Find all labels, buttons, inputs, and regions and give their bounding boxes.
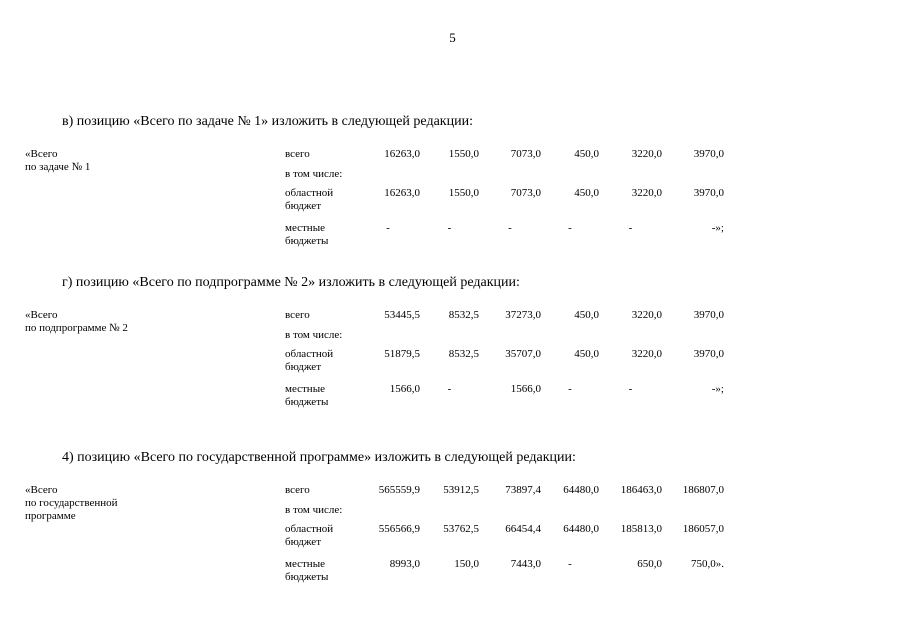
table-cell: 53445,5 bbox=[384, 309, 420, 321]
table-cell: - bbox=[508, 222, 512, 234]
table-position-label: «Всего по подпрограмме № 2 bbox=[25, 309, 128, 334]
table-cell: 8993,0 bbox=[389, 558, 420, 570]
table-cell: 37273,0 bbox=[505, 309, 541, 321]
table-cell: 8532,5 bbox=[448, 309, 479, 321]
row-label: в том числе: bbox=[285, 504, 343, 516]
table-cell: 3220,0 bbox=[631, 348, 662, 360]
row-label: областной бюджет bbox=[285, 523, 334, 548]
row-label: областной бюджет bbox=[285, 187, 334, 212]
table-cell: 7073,0 bbox=[510, 187, 541, 199]
table-cell: 3970,0 bbox=[693, 309, 724, 321]
table-cell: 3970,0 bbox=[693, 148, 724, 160]
table-cell: 450,0 bbox=[574, 187, 599, 199]
table-cell: - bbox=[447, 222, 452, 234]
table-cell: - bbox=[568, 222, 572, 234]
table-position-label: «Всего по государственной программе bbox=[25, 484, 118, 522]
table-row bbox=[0, 383, 905, 411]
table-cell: 64480,0 bbox=[563, 484, 599, 496]
table-cell: 3220,0 bbox=[631, 187, 662, 199]
table-cell: 450,0 bbox=[574, 148, 599, 160]
table-row bbox=[0, 558, 905, 586]
table-cell: - bbox=[628, 383, 633, 395]
table-cell: - bbox=[568, 558, 572, 570]
table-cell: 73897,4 bbox=[505, 484, 541, 496]
row-label: в том числе: bbox=[285, 329, 343, 341]
table-cell: -»; bbox=[711, 222, 724, 234]
table-cell: 53912,5 bbox=[443, 484, 479, 496]
section-heading: г) позицию «Всего по подпрограмме № 2» изложить в следующей редакции: bbox=[62, 275, 520, 290]
table-row bbox=[0, 222, 905, 250]
table-cell: 51879,5 bbox=[384, 348, 420, 360]
section-heading: 4) позицию «Всего по государственной программе» изложить в следующей редакции: bbox=[62, 450, 576, 465]
row-label: местные бюджеты bbox=[285, 558, 329, 583]
table-cell: 7443,0 bbox=[510, 558, 541, 570]
table-cell: 186463,0 bbox=[620, 484, 662, 496]
row-label: областной бюджет bbox=[285, 348, 334, 373]
table-cell: 35707,0 bbox=[505, 348, 541, 360]
row-label: местные бюджеты bbox=[285, 383, 329, 408]
table-cell: 556566,9 bbox=[378, 523, 420, 535]
table-cell: 186057,0 bbox=[682, 523, 724, 535]
table-cell: 16263,0 bbox=[384, 148, 420, 160]
table-cell: 150,0 bbox=[454, 558, 479, 570]
row-label: всего bbox=[285, 148, 310, 160]
table-cell: 1550,0 bbox=[448, 148, 479, 160]
row-label: всего bbox=[285, 484, 310, 496]
table-cell: 185813,0 bbox=[620, 523, 662, 535]
table-cell: 650,0 bbox=[637, 558, 662, 570]
table-cell: - bbox=[568, 383, 572, 395]
table-cell: 8532,5 bbox=[448, 348, 479, 360]
table-cell: 3970,0 bbox=[693, 348, 724, 360]
table-cell: 66454,4 bbox=[505, 523, 541, 535]
row-label: в том числе: bbox=[285, 168, 343, 180]
row-label: всего bbox=[285, 309, 310, 321]
section-heading: в) позицию «Всего по задаче № 1» изложить в следующей редакции: bbox=[62, 114, 473, 129]
table-cell: 750,0». bbox=[691, 558, 724, 570]
table-cell: 3220,0 bbox=[631, 148, 662, 160]
table-cell: 1550,0 bbox=[448, 187, 479, 199]
table-cell: 16263,0 bbox=[384, 187, 420, 199]
table-cell: - bbox=[386, 222, 390, 234]
table-cell: 186807,0 bbox=[682, 484, 724, 496]
table-cell: 1566,0 bbox=[510, 383, 541, 395]
page-number: 5 bbox=[449, 30, 456, 45]
table-row bbox=[0, 187, 905, 215]
table-cell: 450,0 bbox=[574, 309, 599, 321]
table-cell: -»; bbox=[711, 383, 724, 395]
table-cell: 565559,9 bbox=[378, 484, 420, 496]
table-cell: 64480,0 bbox=[563, 523, 599, 535]
table-cell: 53762,5 bbox=[443, 523, 479, 535]
row-label: местные бюджеты bbox=[285, 222, 329, 247]
table-position-label: «Всего по задаче № 1 bbox=[25, 148, 91, 173]
table-cell: 7073,0 bbox=[510, 148, 541, 160]
table-cell: 1566,0 bbox=[389, 383, 420, 395]
table-row bbox=[0, 348, 905, 376]
table-cell: 3220,0 bbox=[631, 309, 662, 321]
table-cell: 450,0 bbox=[574, 348, 599, 360]
table-cell: - bbox=[447, 383, 452, 395]
table-row bbox=[0, 523, 905, 551]
table-cell: 3970,0 bbox=[693, 187, 724, 199]
table-cell: - bbox=[628, 222, 633, 234]
